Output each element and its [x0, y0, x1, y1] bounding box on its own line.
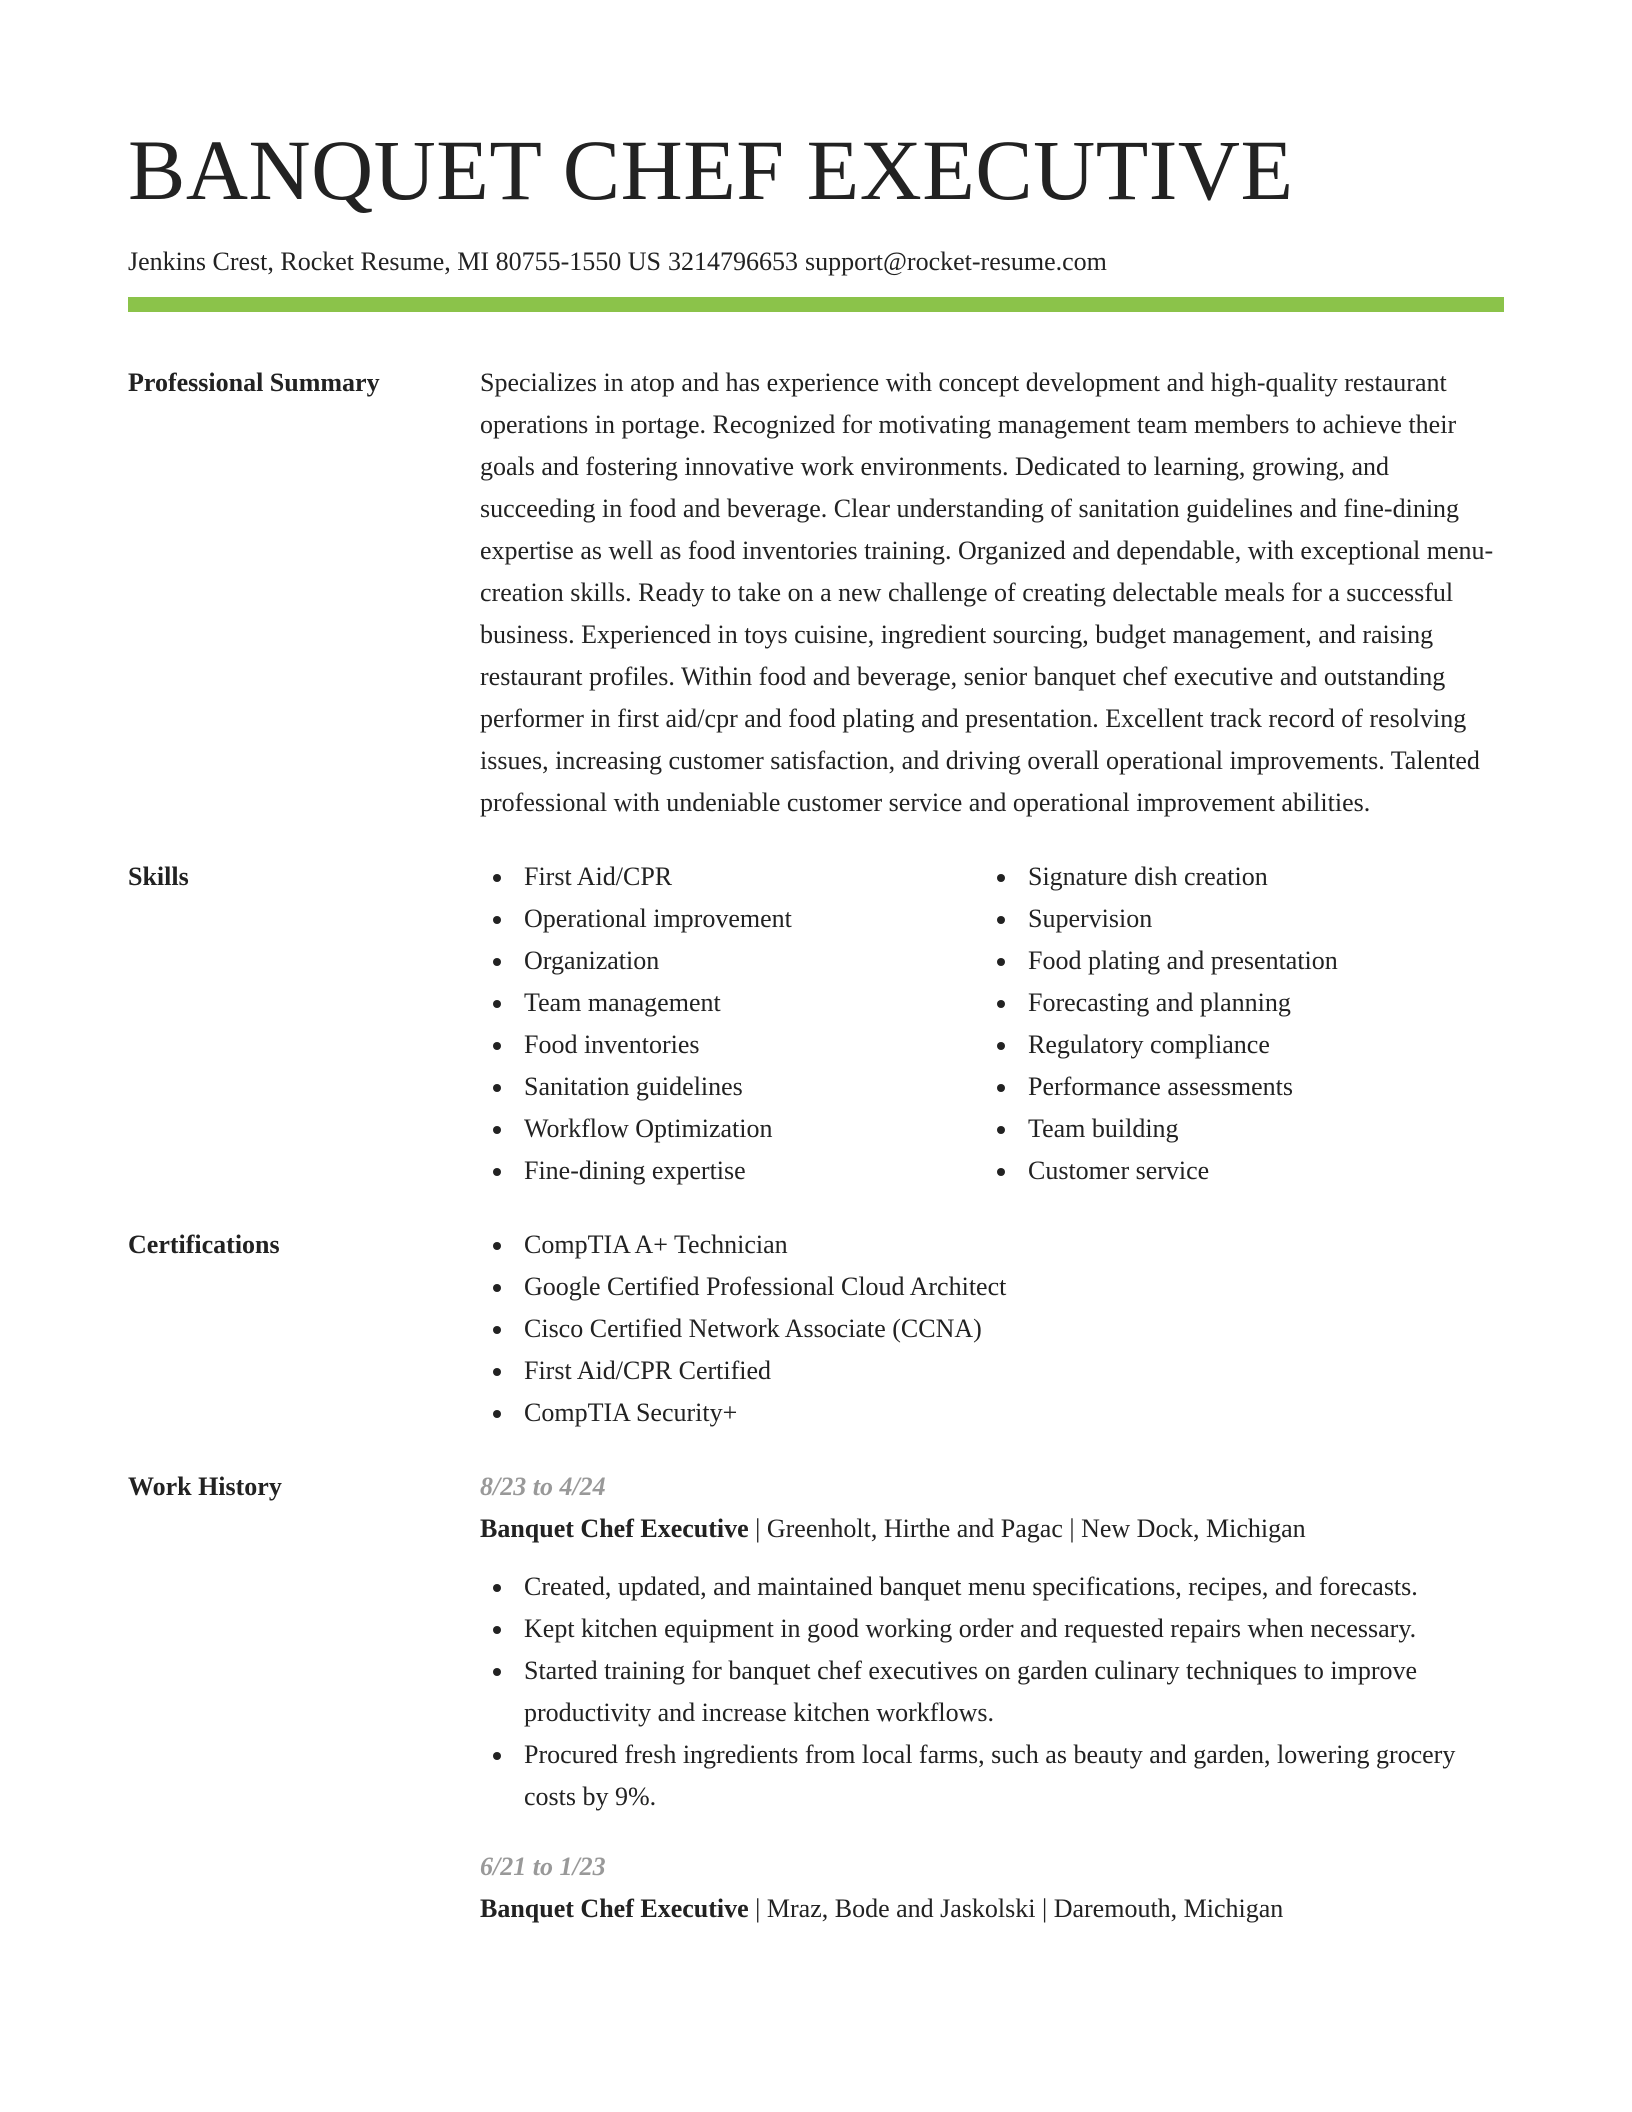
- contact-address: Jenkins Crest, Rocket Resume, MI 80755-1550 US: [128, 247, 661, 276]
- job-company-location: | Mraz, Bode and Jaskolski | Daremouth, Michigan: [748, 1894, 1284, 1923]
- contact-info: [128, 245, 1504, 279]
- job-title: Banquet Chef Executive: [480, 1514, 749, 1543]
- section-label-summary: Professional Summary: [128, 368, 380, 397]
- section-label-work-history: Work History: [128, 1472, 282, 1501]
- skill-item: Team management: [480, 982, 984, 1024]
- skill-item: Customer service: [984, 1150, 1488, 1192]
- header-divider: [128, 297, 1504, 312]
- job-company-location: | Greenholt, Hirthe and Pagac | New Dock, Michigan: [748, 1514, 1306, 1543]
- resume-page: [128, 0, 1504, 1958]
- skill-item: Regulatory compliance: [984, 1024, 1488, 1066]
- job-entry: [480, 1846, 1504, 1930]
- job-dates: 6/21 to 1/23: [480, 1852, 606, 1881]
- job-bullet-list: [480, 1566, 1504, 1818]
- certification-item: First Aid/CPR Certified: [480, 1350, 1504, 1392]
- skill-item: Organization: [480, 940, 984, 982]
- summary-text: Specializes in atop and has experience with concept development and high-quality restaurant operations in portage. Recognized for motivating management team members to achieve their goals and fostering innovative work environments. Dedicated to learning, growing, and succeeding in food and beverage. Clear understanding of sanitation guidelines and fine-dining expertise as well as food inventories training. Organized and dependable, with exceptional menu-creation skills. Ready to take on a new challenge of creating delectable meals for a successful business. Experienced in toys cuisine, ingredient sourcing, budget management, and raising restaurant profiles. Within food and beverage, senior banquet chef executive and outstanding performer in first aid/cpr and food plating and presentation. Excellent track record of resolving issues, increasing customer satisfaction, and driving overall operational improvements. Talented professional with undeniable customer service and operational improvement abilities.: [480, 368, 1494, 817]
- skill-item: First Aid/CPR: [480, 856, 984, 898]
- certifications-section: [128, 1224, 1504, 1434]
- skills-grid: [480, 856, 1504, 1192]
- job-bullet: Procured fresh ingredients from local farms, such as beauty and garden, lowering grocery costs by 9%.: [480, 1734, 1504, 1818]
- skill-item: Team building: [984, 1108, 1488, 1150]
- skill-item: Signature dish creation: [984, 856, 1488, 898]
- certification-item: CompTIA A+ Technician: [480, 1224, 1504, 1266]
- work-history-body: [480, 1466, 1504, 1958]
- job-header: [480, 1888, 1504, 1930]
- skill-item: Food inventories: [480, 1024, 984, 1066]
- skill-item: Sanitation guidelines: [480, 1066, 984, 1108]
- skills-body: [480, 856, 1504, 1192]
- job-bullet: Created, updated, and maintained banquet menu specifications, recipes, and forecasts.: [480, 1566, 1504, 1608]
- contact-email: support@rocket-resume.com: [804, 247, 1107, 276]
- skill-item: Performance assessments: [984, 1066, 1488, 1108]
- section-label-certifications: Certifications: [128, 1230, 280, 1259]
- resume-name-heading: BANQUET CHEF EXECUTIVE: [128, 122, 1294, 218]
- summary-body: [480, 362, 1504, 824]
- skill-item: Operational improvement: [480, 898, 984, 940]
- job-title: Banquet Chef Executive: [480, 1894, 749, 1923]
- contact-phone: 3214796653: [667, 247, 798, 276]
- skills-list-left: [480, 856, 984, 1192]
- job-header: [480, 1508, 1504, 1550]
- skill-item: Food plating and presentation: [984, 940, 1488, 982]
- job-entry: [480, 1466, 1504, 1818]
- job-dates: 8/23 to 4/24: [480, 1472, 606, 1501]
- skills-list-right: [984, 856, 1488, 1192]
- skill-item: Forecasting and planning: [984, 982, 1488, 1024]
- certifications-list: [480, 1224, 1504, 1434]
- certifications-body: [480, 1224, 1504, 1434]
- certification-item: Cisco Certified Network Associate (CCNA): [480, 1308, 1504, 1350]
- skills-section: [128, 856, 1504, 1192]
- job-bullet: Started training for banquet chef executives on garden culinary techniques to improve productivity and increase kitchen workflows.: [480, 1650, 1504, 1734]
- skill-item: Workflow Optimization: [480, 1108, 984, 1150]
- work-history-section: [128, 1466, 1504, 1958]
- skill-item: Supervision: [984, 898, 1488, 940]
- professional-summary-section: [128, 362, 1504, 824]
- skill-item: Fine-dining expertise: [480, 1150, 984, 1192]
- job-bullet: Kept kitchen equipment in good working order and requested repairs when necessary.: [480, 1608, 1504, 1650]
- certification-item: Google Certified Professional Cloud Architect: [480, 1266, 1504, 1308]
- certification-item: CompTIA Security+: [480, 1392, 1504, 1434]
- section-label-skills: Skills: [128, 862, 189, 891]
